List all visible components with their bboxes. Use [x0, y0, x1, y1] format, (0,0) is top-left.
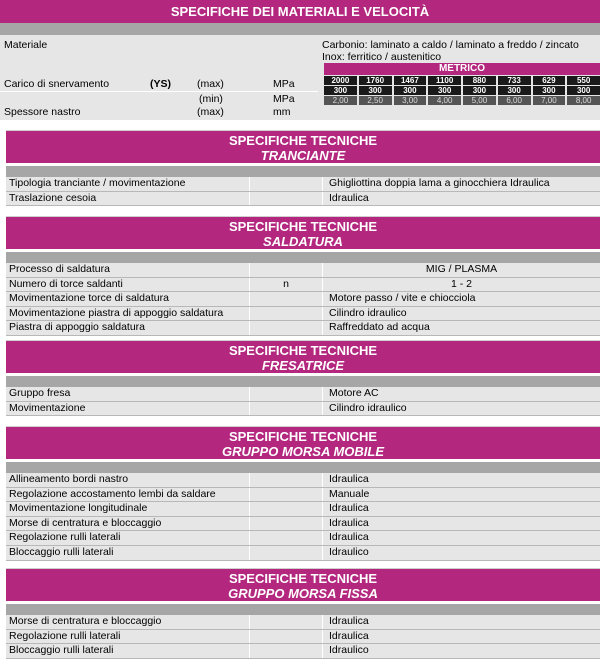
section-header — [6, 216, 600, 249]
spec-value: Ghigliottina doppia lama a ginocchiera Idraulica — [323, 177, 600, 191]
spec-unit: n — [250, 278, 323, 292]
spessore-value: 3,00 — [394, 96, 427, 105]
section-title: SPECIFICHE TECNICHE — [228, 343, 378, 358]
spessore-value: 2,00 — [324, 96, 357, 105]
ys_max-value: 629 — [533, 76, 566, 85]
spec-section-fresatrice — [6, 340, 600, 416]
page-title: SPECIFICHE DEI MATERIALI E VELOCITÀ — [0, 0, 600, 23]
section-subtitle: TRANCIANTE — [260, 148, 346, 163]
spec-row — [6, 517, 600, 532]
spec-value: Idraulica — [323, 502, 600, 516]
spec-value: Idraulico — [323, 644, 600, 658]
spec-label: Movimentazione piastra di appoggio saldatura — [6, 307, 250, 321]
ys-label: (YS) — [150, 78, 171, 90]
spec-value: Idraulica — [323, 531, 600, 545]
ys_min-value: 300 — [533, 86, 566, 95]
spec-row — [6, 473, 600, 488]
spec-section-gruppo-morsa-fissa — [6, 568, 600, 659]
spec-label: Regolazione rulli laterali — [6, 630, 250, 644]
spec-unit — [250, 644, 323, 658]
mm-unit: mm — [273, 106, 291, 118]
section-subtitle: GRUPPO MORSA FISSA — [228, 586, 378, 601]
spec-value: Cilindro idraulico — [323, 402, 600, 416]
section-header — [6, 568, 600, 601]
spec-label: Tipologia tranciante / movimentazione — [6, 177, 250, 191]
mpa-unit-min: MPa — [273, 93, 295, 105]
spessore-value: 6,00 — [498, 96, 531, 105]
section-bar — [6, 604, 600, 615]
section-header — [6, 340, 600, 373]
ys_min-value: 300 — [567, 86, 600, 95]
spec-label: Allineamento bordi nastro — [6, 473, 250, 487]
ys_max-value: 1100 — [428, 76, 461, 85]
section-rows — [6, 473, 600, 561]
ys_max-value: 1760 — [359, 76, 392, 85]
spec-unit — [250, 321, 323, 335]
spec-row — [6, 387, 600, 402]
spec-label: Piastra di appoggio saldatura — [6, 321, 250, 335]
spec-label: Regolazione accostamento lembi da saldare — [6, 488, 250, 502]
ys_max-value: 880 — [463, 76, 496, 85]
section-bar — [6, 462, 600, 473]
spec-row — [6, 263, 600, 278]
spec-row — [6, 502, 600, 517]
spec-label: Movimentazione torce di saldatura — [6, 292, 250, 306]
spec-value: Idraulica — [323, 630, 600, 644]
spec-row — [6, 177, 600, 192]
spec-unit — [250, 402, 323, 416]
max-label: (max) — [197, 78, 224, 90]
ys_min-value: 300 — [324, 86, 357, 95]
spec-row — [6, 278, 600, 293]
materiale-value-1: Carbonio: laminato a caldo / laminato a freddo / zincato — [322, 39, 579, 51]
spec-label: Numero di torce saldanti — [6, 278, 250, 292]
spessore-value: 7,00 — [533, 96, 566, 105]
spec-value: 1 - 2 — [323, 278, 600, 292]
spec-row — [6, 192, 600, 207]
spec-unit — [250, 615, 323, 629]
spec-unit — [250, 630, 323, 644]
section-title: SPECIFICHE TECNICHE — [228, 133, 378, 148]
metric-table — [324, 63, 600, 105]
spec-unit — [250, 546, 323, 560]
metric-title: METRICO — [324, 63, 600, 75]
spessore-row — [324, 96, 600, 105]
spec-value: Motore AC — [323, 387, 600, 401]
ys_max-value: 733 — [498, 76, 531, 85]
spec-row — [6, 546, 600, 561]
spec-label: Processo di saldatura — [6, 263, 250, 277]
min-label: (min) — [199, 93, 223, 105]
section-subtitle: FRESATRICE — [261, 358, 345, 373]
spec-row — [6, 531, 600, 546]
section-bar — [6, 252, 600, 263]
spessore-value: 8,00 — [567, 96, 600, 105]
spec-unit — [250, 192, 323, 206]
spec-value: Manuale — [323, 488, 600, 502]
spessore-value: 5,00 — [463, 96, 496, 105]
spec-value: Idraulica — [323, 192, 600, 206]
spec-unit — [250, 292, 323, 306]
spec-unit — [250, 531, 323, 545]
spec-unit — [250, 263, 323, 277]
section-rows — [6, 387, 600, 416]
spec-value: MIG / PLASMA — [323, 263, 600, 277]
spec-row — [6, 630, 600, 645]
section-header — [6, 130, 600, 163]
section-rows — [6, 615, 600, 659]
spec-label: Movimentazione longitudinale — [6, 502, 250, 516]
spec-label: Traslazione cesoia — [6, 192, 250, 206]
spec-row — [6, 644, 600, 659]
spessore-value: 4,00 — [428, 96, 461, 105]
section-title: SPECIFICHE TECNICHE — [228, 429, 378, 444]
spec-value: Cilindro idraulico — [323, 307, 600, 321]
spec-label: Bloccaggio rulli laterali — [6, 546, 250, 560]
spec-row — [6, 292, 600, 307]
section-subtitle: SALDATURA — [263, 234, 343, 249]
spec-label: Movimentazione — [6, 402, 250, 416]
ys_min-value: 300 — [463, 86, 496, 95]
section-subtitle: GRUPPO MORSA MOBILE — [221, 444, 385, 459]
materiale-label: Materiale — [4, 39, 48, 51]
spec-row — [6, 488, 600, 503]
spec-label: Regolazione rulli laterali — [6, 531, 250, 545]
spec-unit — [250, 488, 323, 502]
materiale-value-2: Inox: ferritico / austenitico — [322, 51, 442, 63]
section-title: SPECIFICHE TECNICHE — [228, 571, 378, 586]
section-bar — [6, 376, 600, 387]
spec-unit — [250, 502, 323, 516]
divider — [0, 91, 318, 92]
spec-unit — [250, 307, 323, 321]
ys_min-value: 300 — [498, 86, 531, 95]
ys_max-value: 1467 — [394, 76, 427, 85]
spec-unit — [250, 473, 323, 487]
spec-unit — [250, 517, 323, 531]
max-label-spessore: (max) — [197, 106, 224, 118]
spec-label: Bloccaggio rulli laterali — [6, 644, 250, 658]
spec-value: Raffreddato ad acqua — [323, 321, 600, 335]
spec-section-tranciante — [6, 130, 600, 206]
spessore-value: 2,50 — [359, 96, 392, 105]
spec-row — [6, 615, 600, 630]
ys_min-value: 300 — [428, 86, 461, 95]
spec-unit — [250, 387, 323, 401]
ys-max-row — [324, 76, 600, 85]
spec-section-gruppo-morsa-mobile — [6, 426, 600, 561]
spec-unit — [250, 177, 323, 191]
ys_max-value: 2000 — [324, 76, 357, 85]
section-title: SPECIFICHE TECNICHE — [228, 219, 378, 234]
spessore-label: Spessore nastro — [4, 106, 81, 118]
ys_min-value: 300 — [359, 86, 392, 95]
spec-value: Motore passo / vite e chiocciola — [323, 292, 600, 306]
section-rows — [6, 177, 600, 206]
spec-label: Gruppo fresa — [6, 387, 250, 401]
spec-value: Idraulico — [323, 546, 600, 560]
spec-label: Morse di centratura e bloccaggio — [6, 615, 250, 629]
section-bar — [6, 166, 600, 177]
spec-row — [6, 307, 600, 322]
header-divider — [0, 23, 600, 35]
spec-label: Morse di centratura e bloccaggio — [6, 517, 250, 531]
spec-row — [6, 321, 600, 336]
ys_min-value: 300 — [394, 86, 427, 95]
section-header — [6, 426, 600, 459]
spec-value: Idraulica — [323, 615, 600, 629]
ys-min-row — [324, 86, 600, 95]
spec-value: Idraulica — [323, 517, 600, 531]
spec-row — [6, 402, 600, 417]
ys_max-value: 550 — [567, 76, 600, 85]
spec-value: Idraulica — [323, 473, 600, 487]
mpa-unit: MPa — [273, 78, 295, 90]
carico-label: Carico di snervamento — [4, 78, 110, 90]
section-rows — [6, 263, 600, 336]
spec-section-saldatura — [6, 216, 600, 336]
